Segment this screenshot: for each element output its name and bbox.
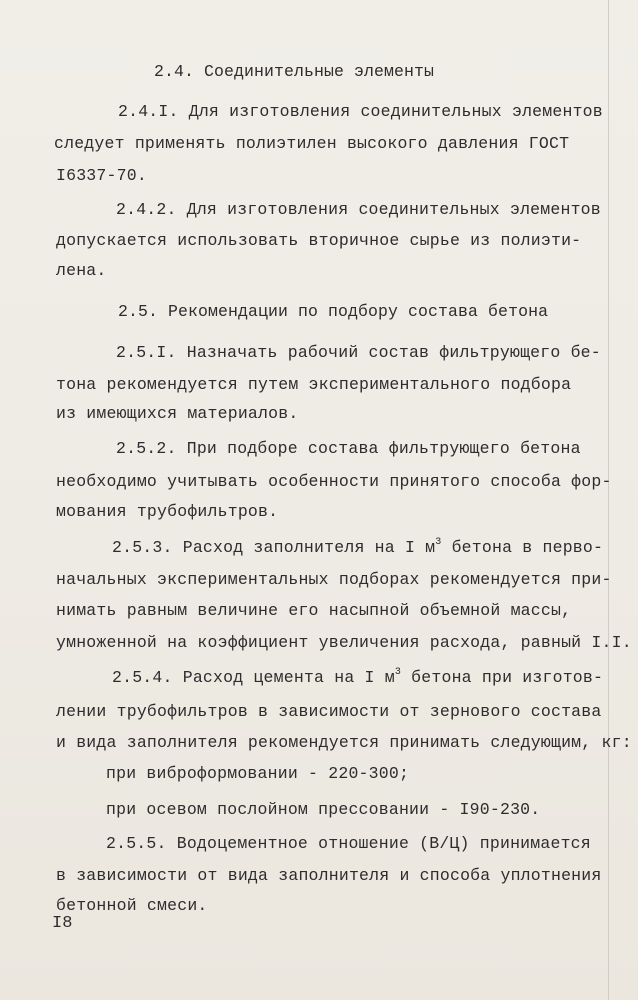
paragraph-2-5-3-line-1	[112, 538, 603, 558]
cubic-superscript: 3	[394, 666, 402, 678]
paragraph-2-5-4-line-2: лении трубофильтров в зависимости от зернового состава	[56, 702, 602, 721]
paragraph-2-4-1-line-1: 2.4.I. Для изготовления соединительных элементов	[118, 102, 603, 121]
paragraph-2-4-2-line-3: лена.	[56, 261, 107, 280]
paragraph-2-5-3-line-4: умноженной на коэффициент увеличения расхода, равный I.I.	[56, 633, 632, 652]
paragraph-2-4-2-line-2: допускается использовать вторичное сырье из полиэти-	[56, 231, 582, 250]
paragraph-2-5-4-line-1-after: бетона при изготов-	[401, 668, 604, 687]
paragraph-2-5-5-line-3: бетонной смеси.	[56, 896, 208, 915]
paragraph-2-5-3-line-1-after: бетона в перво-	[441, 538, 604, 557]
cubic-superscript: 3	[435, 536, 442, 548]
section-heading-2-5: 2.5. Рекомендации по подбору состава бетона	[118, 302, 549, 321]
page-edge-divider	[608, 0, 609, 1000]
paragraph-2-5-2-line-2: необходимо учитывать особенности принятого способа фор-	[56, 472, 612, 491]
paragraph-2-5-5-line-2: в зависимости от вида заполнителя и способа уплотнения	[56, 866, 602, 885]
paragraph-2-5-4-line-4: при виброформовании - 220-300;	[106, 764, 410, 783]
paragraph-2-5-1-line-1: 2.5.I. Назначать рабочий состав фильтрующего бе-	[116, 343, 601, 362]
paragraph-2-5-3-line-1-before: 2.5.3. Расход заполнителя на I м	[112, 538, 436, 557]
paragraph-2-5-2-line-3: мования трубофильтров.	[56, 502, 279, 521]
paragraph-2-5-4-line-1	[112, 668, 603, 688]
paragraph-2-5-1-line-2: тона рекомендуется путем экспериментального подбора	[56, 375, 572, 394]
paragraph-2-4-1-line-2: следует применять полиэтилен высокого давления ГОСТ	[54, 134, 570, 153]
paragraph-2-5-4-line-3: и вида заполнителя рекомендуется принимать следующим, кг:	[56, 733, 632, 752]
paragraph-2-5-3-line-3: нимать равным величине его насыпной объемной массы,	[56, 601, 572, 620]
paragraph-2-4-2-line-1: 2.4.2. Для изготовления соединительных элементов	[116, 200, 601, 219]
paragraph-2-5-2-line-1: 2.5.2. При подборе состава фильтрующего бетона	[116, 439, 581, 458]
paragraph-2-5-5-line-1: 2.5.5. Водоцементное отношение (В/Ц) принимается	[106, 834, 591, 853]
section-heading-2-4: 2.4. Соединительные элементы	[154, 62, 435, 81]
page-number: I8	[52, 914, 73, 933]
paragraph-2-5-4-line-1-before: 2.5.4. Расход цемента на I м	[112, 668, 395, 687]
paragraph-2-5-4-line-5: при осевом послойном прессовании - I90-230.	[106, 800, 541, 819]
paragraph-2-5-3-line-2: начальных экспериментальных подборах рекомендуется при-	[56, 570, 612, 589]
paragraph-2-5-1-line-3: из имеющихся материалов.	[56, 404, 299, 423]
paragraph-2-4-1-line-3: I6337-70.	[56, 166, 147, 185]
